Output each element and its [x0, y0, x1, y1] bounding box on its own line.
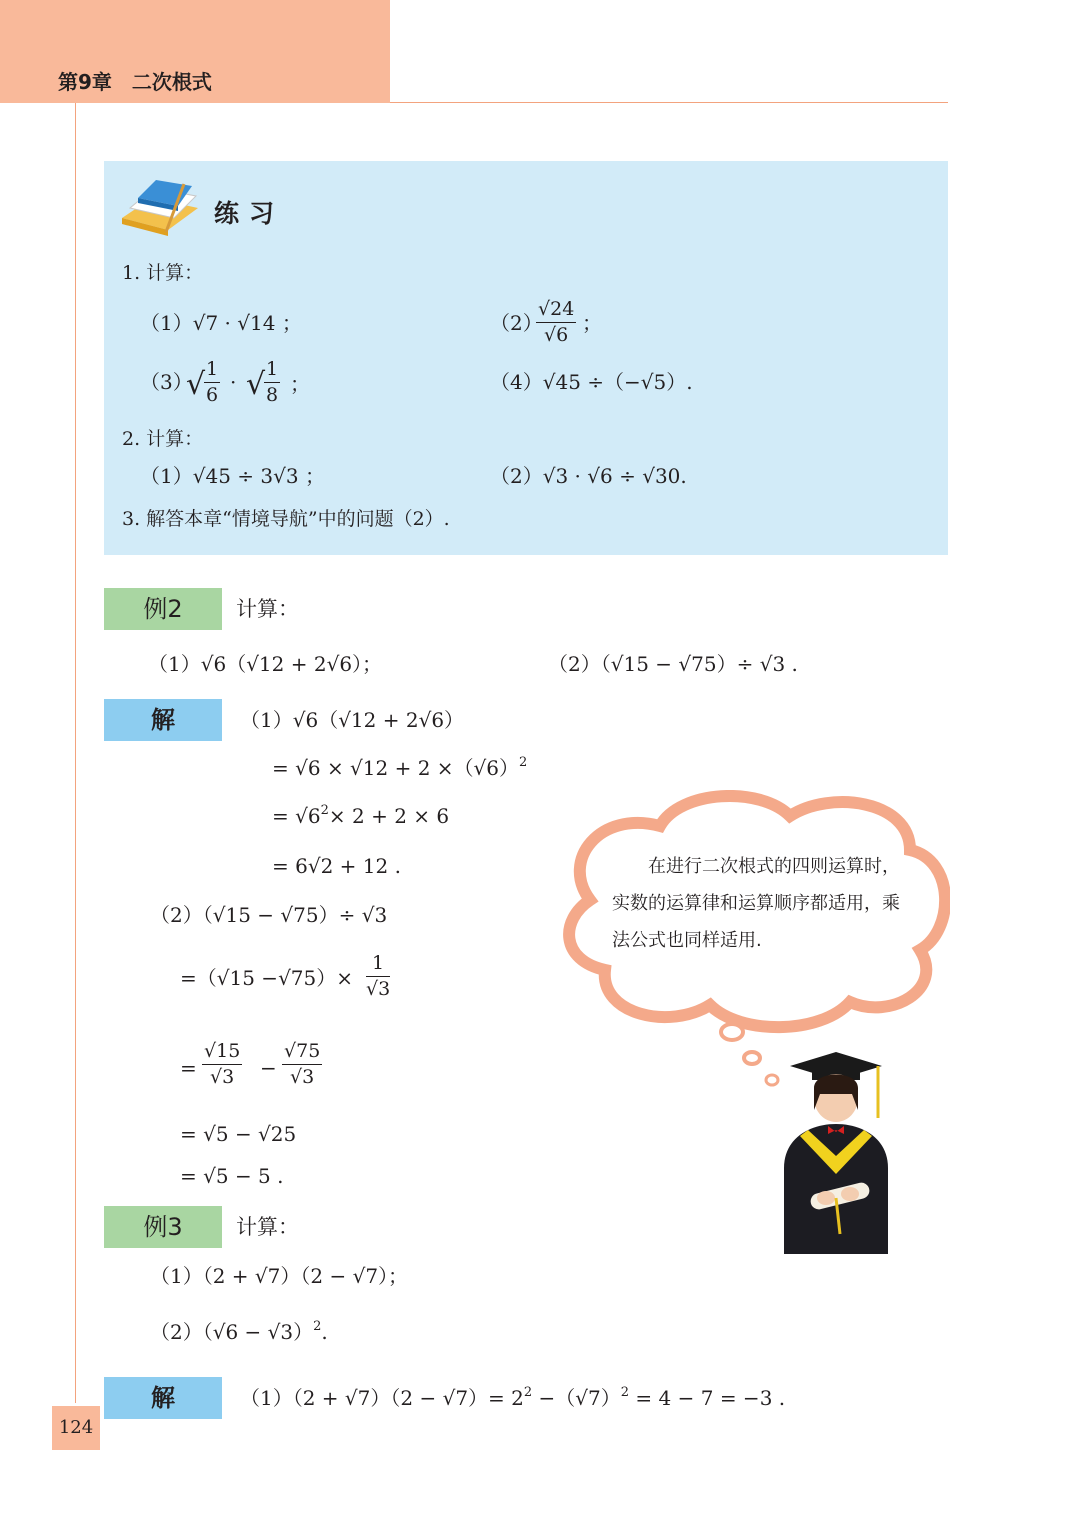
expression: .: [321, 1320, 328, 1344]
exercise-q1-3-fraction-2: [264, 360, 280, 405]
expression: （2）（√6 − √3）: [150, 1320, 314, 1344]
radical-sign: √: [246, 367, 266, 402]
fraction-denominator: √3: [366, 978, 391, 1000]
exponent: 2: [320, 803, 329, 818]
example-2-part-2: （2）（√15 − √75）÷ √3 .: [548, 652, 798, 676]
exponent: 2: [313, 1319, 322, 1334]
fraction-numerator: 1: [204, 360, 220, 383]
exercise-q1-3-label: （3）: [140, 370, 193, 394]
exercise-q2-1: （1）√45 ÷ 3√3 ；: [140, 464, 325, 488]
fraction-numerator: 1: [264, 360, 280, 383]
fraction-numerator: √75: [282, 1042, 322, 1065]
expression: = √: [272, 804, 308, 828]
exercise-q1-3-fraction-1: [204, 360, 220, 405]
exercise-q1-4: （4）√45 ÷（−√5）.: [490, 370, 693, 394]
example-3-label: 例3: [104, 1206, 222, 1248]
exercise-q2: 2. 计算：: [122, 428, 204, 450]
solution-2-line-6: =（√15 −√75）×: [180, 966, 354, 990]
expression: × 2 + 2 × 6: [328, 804, 450, 828]
multiply-dot: ·: [230, 370, 237, 394]
solution-2-line-7-minus: −: [260, 1056, 277, 1080]
solution-2-line-5: （2）（√15 − √75）÷ √3: [150, 903, 388, 927]
exercise-q1-1: （1）√7 · √14 ；: [140, 311, 302, 335]
solution-2-line-7-fraction-2: [282, 1042, 322, 1087]
example-2-label: 例2: [104, 588, 222, 630]
solution-2-line-3: [272, 803, 450, 828]
example-3-part-2: [150, 1319, 328, 1344]
exercise-q1-2-end: ；: [582, 311, 602, 335]
solution-2-line-6-fraction: [366, 954, 390, 999]
bubble-note: 在进行二次根式的四则运算时，实数的运算律和运算顺序都适用，乘法公式也同样适用.: [612, 856, 900, 951]
fraction-denominator: √3: [290, 1066, 315, 1088]
solution-3-label: 解: [104, 1377, 222, 1419]
exercise-title: 练习: [214, 199, 285, 228]
fraction-denominator: 8: [266, 384, 279, 406]
fraction-denominator: √3: [210, 1066, 235, 1088]
expression: （1）（2 + √7）（2 − √7）= 2: [240, 1386, 524, 1410]
exercise-q1-3-end: ；: [290, 372, 310, 396]
exercise-q1: 1. 计算：: [122, 262, 204, 284]
solution-2-line-7-equals: =: [180, 1056, 197, 1080]
solution-2-line-4: = 6√2 + 12 .: [272, 854, 401, 878]
expression: −（√7）: [532, 1386, 621, 1410]
margin-rule: [75, 103, 76, 1403]
solution-2-line-8: = √5 − √25: [180, 1122, 297, 1146]
solution-2-line-7-fraction-1: [202, 1042, 242, 1087]
example-2-part-1: （1）√6（√12 + 2√6）；: [148, 652, 383, 676]
fraction-numerator: 1: [366, 954, 390, 977]
page-number: 124: [52, 1406, 100, 1450]
fraction-denominator: √6: [544, 324, 569, 346]
header-rule: [390, 102, 948, 103]
expression: = 4 − 7 = −3 .: [629, 1386, 786, 1410]
exponent: 2: [620, 1385, 630, 1400]
solution-3-line-1: [240, 1385, 786, 1410]
graduate-child-illustration: [770, 1048, 900, 1258]
solution-2-line-9: = √5 − 5 .: [180, 1164, 284, 1188]
exercise-q1-2-label: （2）: [490, 311, 543, 335]
solution-2-label: 解: [104, 699, 222, 741]
example-3-part-1: （1）（2 + √7）（2 − √7）；: [150, 1264, 409, 1288]
example-2-prompt: 计算：: [236, 597, 299, 621]
chapter-title: 第9章 二次根式: [58, 70, 212, 94]
fraction-numerator: √24: [536, 300, 576, 323]
exponent: 2: [519, 755, 528, 770]
fraction-numerator: √15: [202, 1042, 242, 1065]
exercise-q1-2-fraction: [536, 300, 576, 345]
exercise-q3: 3. 解答本章“情境导航”中的问题（2）.: [122, 508, 450, 530]
fraction-denominator: 6: [206, 384, 219, 406]
solution-2-line-1: （1）√6（√12 + 2√6）: [240, 708, 465, 732]
expression: 6: [307, 804, 321, 828]
example-3-prompt: 计算：: [236, 1215, 299, 1239]
books-icon: [118, 178, 202, 240]
exercise-q2-2: （2）√3 · √6 ÷ √30.: [490, 464, 687, 488]
expression: = √6 × √12 + 2 ×（√6）: [272, 756, 520, 780]
exponent: 2: [523, 1385, 533, 1400]
radical-sign: √: [186, 367, 206, 402]
solution-2-line-2: [272, 755, 528, 780]
